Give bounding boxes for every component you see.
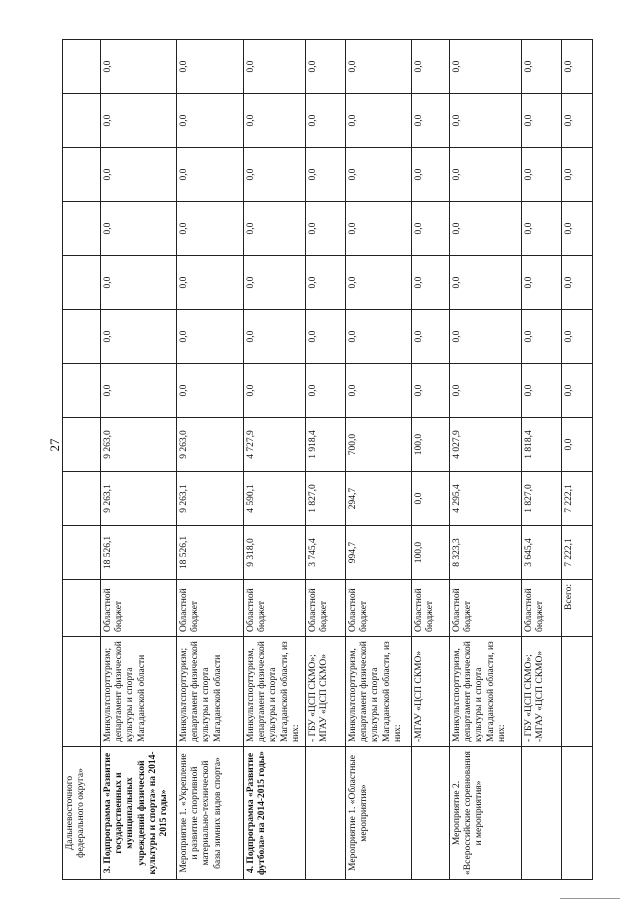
- program-name-cell: [562, 747, 593, 880]
- amount-cell: 0,0: [244, 40, 306, 94]
- amount-cell: 0,0: [101, 40, 177, 94]
- funding-source-cell: [63, 580, 101, 637]
- amount-cell: 0,0: [450, 310, 522, 364]
- amount-cell: 0,0: [562, 310, 593, 364]
- amount-cell: 0,0: [101, 310, 177, 364]
- rotated-table-wrapper: [62, 40, 592, 880]
- table-row: [346, 40, 412, 880]
- program-name-cell: [412, 747, 450, 880]
- program-name-cell: 3. Подпрограмма «Развитие государственных и муниципальных учреждений физической культуры и спорта» на 2014-2015 годы»: [101, 747, 177, 880]
- amount-cell: 4 295,4: [450, 472, 522, 526]
- amount-cell: [63, 418, 101, 472]
- amount-cell: 0,0: [562, 364, 593, 418]
- amount-cell: 0,0: [244, 202, 306, 256]
- amount-cell: 0,0: [412, 310, 450, 364]
- amount-cell: 0,0: [244, 94, 306, 148]
- amount-cell: 0,0: [101, 364, 177, 418]
- funding-source-cell: Областной бюджет: [306, 580, 346, 637]
- amount-cell: 0,0: [306, 94, 346, 148]
- executor-cell: Минкультспорттуризм, департамент физической культуры и спорта Магаданской области, из них:: [244, 637, 306, 747]
- amount-cell: [63, 148, 101, 202]
- amount-cell: 0,0: [412, 148, 450, 202]
- amount-cell: [63, 526, 101, 580]
- amount-cell: 0,0: [306, 202, 346, 256]
- amount-cell: 9 318,0: [244, 526, 306, 580]
- program-name-cell: Мероприятие 1. «Укрепление и развитие спортивной материально-технической базы зимних видов спорта»: [177, 747, 244, 880]
- table-row: [522, 40, 562, 880]
- amount-cell: 0,0: [177, 202, 244, 256]
- amount-cell: 0,0: [306, 256, 346, 310]
- funding-source-cell: Областной бюджет: [101, 580, 177, 637]
- amount-cell: 1 918,4: [306, 418, 346, 472]
- amount-cell: 0,0: [244, 148, 306, 202]
- amount-cell: 4 590,1: [244, 472, 306, 526]
- amount-cell: [63, 94, 101, 148]
- amount-cell: 8 323,3: [450, 526, 522, 580]
- executor-cell: Минкультспорттуризм, департамент физической культуры и спорта Магаданской области, из них:: [346, 637, 412, 747]
- amount-cell: 1 827,0: [306, 472, 346, 526]
- amount-cell: 0,0: [177, 148, 244, 202]
- executor-cell: [63, 637, 101, 747]
- amount-cell: 0,0: [346, 310, 412, 364]
- amount-cell: 9 263,0: [177, 418, 244, 472]
- amount-cell: 0,0: [306, 364, 346, 418]
- program-name-cell: [522, 747, 562, 880]
- table-row: [244, 40, 306, 880]
- executor-cell: Минкультспорттуризм; департамент физической культуры и спорта Магаданской области: [177, 637, 244, 747]
- executor-cell: Минкультспорттуризм; департамент физической культуры и спорта Магаданской области: [101, 637, 177, 747]
- table-row: [177, 40, 244, 880]
- executor-cell: - ГБУ «ЦСП СКМО»; -МГАУ «ЦСП СКМО»: [522, 637, 562, 747]
- amount-cell: 0,0: [562, 148, 593, 202]
- amount-cell: 4 727,9: [244, 418, 306, 472]
- amount-cell: 0,0: [522, 148, 562, 202]
- amount-cell: 0,0: [346, 364, 412, 418]
- amount-cell: [63, 256, 101, 310]
- amount-cell: 0,0: [562, 418, 593, 472]
- amount-cell: 1 827,0: [522, 472, 562, 526]
- amount-cell: [63, 472, 101, 526]
- amount-cell: 0,0: [562, 202, 593, 256]
- amount-cell: 0,0: [101, 148, 177, 202]
- executor-cell: - ГБУ «ЦСП СКМО»; МГАУ «ЦСП СКМО»: [306, 637, 346, 747]
- funding-source-cell: Областной бюджет: [244, 580, 306, 637]
- program-funding-table: [62, 39, 593, 880]
- amount-cell: 0,0: [306, 40, 346, 94]
- amount-cell: 0,0: [244, 310, 306, 364]
- amount-cell: 0,0: [412, 364, 450, 418]
- amount-cell: 0,0: [522, 256, 562, 310]
- amount-cell: 0,0: [450, 364, 522, 418]
- executor-cell: [562, 637, 593, 747]
- table-row: [562, 40, 593, 880]
- amount-cell: 0,0: [346, 40, 412, 94]
- amount-cell: 294,7: [346, 472, 412, 526]
- amount-cell: 0,0: [244, 256, 306, 310]
- amount-cell: 0,0: [412, 40, 450, 94]
- amount-cell: 0,0: [562, 256, 593, 310]
- amount-cell: 0,0: [177, 40, 244, 94]
- funding-source-cell: Областной бюджет: [412, 580, 450, 637]
- amount-cell: 9 263,1: [177, 472, 244, 526]
- amount-cell: 0,0: [450, 202, 522, 256]
- amount-cell: 0,0: [177, 310, 244, 364]
- amount-cell: 0,0: [177, 364, 244, 418]
- table-body: [63, 40, 593, 880]
- page-number: 27: [47, 438, 62, 452]
- amount-cell: [63, 364, 101, 418]
- amount-cell: 0,0: [346, 202, 412, 256]
- funding-source-cell: Областной бюджет: [522, 580, 562, 637]
- funding-source-cell: Областной бюджет: [450, 580, 522, 637]
- amount-cell: [63, 40, 101, 94]
- amount-cell: 0,0: [244, 364, 306, 418]
- amount-cell: 994,7: [346, 526, 412, 580]
- amount-cell: 0,0: [412, 202, 450, 256]
- amount-cell: 3 645,4: [522, 526, 562, 580]
- amount-cell: 0,0: [346, 256, 412, 310]
- amount-cell: [63, 202, 101, 256]
- program-name-cell: Мероприятие 2. «Всероссийские соревнования и мероприятия»: [450, 747, 522, 880]
- amount-cell: 4 027,9: [450, 418, 522, 472]
- amount-cell: 0,0: [562, 94, 593, 148]
- funding-source-cell: Всего:: [562, 580, 593, 637]
- amount-cell: 0,0: [412, 94, 450, 148]
- amount-cell: 100,0: [412, 418, 450, 472]
- amount-cell: 0,0: [306, 148, 346, 202]
- table-row: [412, 40, 450, 880]
- amount-cell: 0,0: [522, 364, 562, 418]
- amount-cell: 0,0: [412, 472, 450, 526]
- executor-cell: -МГАУ «ЦСП СКМО»: [412, 637, 450, 747]
- amount-cell: 0,0: [522, 40, 562, 94]
- funding-source-cell: Областной бюджет: [346, 580, 412, 637]
- amount-cell: 7 222,1: [562, 526, 593, 580]
- amount-cell: 0,0: [412, 256, 450, 310]
- amount-cell: 0,0: [522, 202, 562, 256]
- amount-cell: 9 263,1: [101, 472, 177, 526]
- amount-cell: 700,0: [346, 418, 412, 472]
- amount-cell: 0,0: [522, 94, 562, 148]
- amount-cell: 0,0: [562, 40, 593, 94]
- program-name-cell: 4. Подпрограмма «Развитие футбола» на 2014-2015 годы»: [244, 747, 306, 880]
- amount-cell: 100,0: [412, 526, 450, 580]
- amount-cell: 18 526,1: [177, 526, 244, 580]
- footer-line: [560, 898, 620, 899]
- amount-cell: 0,0: [177, 256, 244, 310]
- amount-cell: 3 745,4: [306, 526, 346, 580]
- amount-cell: 0,0: [450, 94, 522, 148]
- amount-cell: 0,0: [450, 256, 522, 310]
- program-name-cell: Дальневосточного федерального округа»: [63, 747, 101, 880]
- executor-cell: Минкультспорттуризм, департамент физической культуры и спорта Магаданской области, из них:: [450, 637, 522, 747]
- amount-cell: 7 222,1: [562, 472, 593, 526]
- amount-cell: [63, 310, 101, 364]
- program-name-cell: Мероприятие 1. «Областные мероприятия»: [346, 747, 412, 880]
- amount-cell: 0,0: [306, 310, 346, 364]
- amount-cell: 18 526,1: [101, 526, 177, 580]
- amount-cell: 0,0: [450, 40, 522, 94]
- table-row: [101, 40, 177, 880]
- table-row: [63, 40, 101, 880]
- amount-cell: 1 818,4: [522, 418, 562, 472]
- amount-cell: 0,0: [346, 94, 412, 148]
- amount-cell: 0,0: [346, 148, 412, 202]
- amount-cell: 0,0: [101, 202, 177, 256]
- amount-cell: 0,0: [101, 94, 177, 148]
- amount-cell: 0,0: [177, 94, 244, 148]
- amount-cell: 0,0: [101, 256, 177, 310]
- amount-cell: 0,0: [522, 310, 562, 364]
- amount-cell: 0,0: [450, 148, 522, 202]
- table-row: [450, 40, 522, 880]
- amount-cell: 9 263,0: [101, 418, 177, 472]
- table-row: [306, 40, 346, 880]
- program-name-cell: [306, 747, 346, 880]
- funding-source-cell: Областной бюджет: [177, 580, 244, 637]
